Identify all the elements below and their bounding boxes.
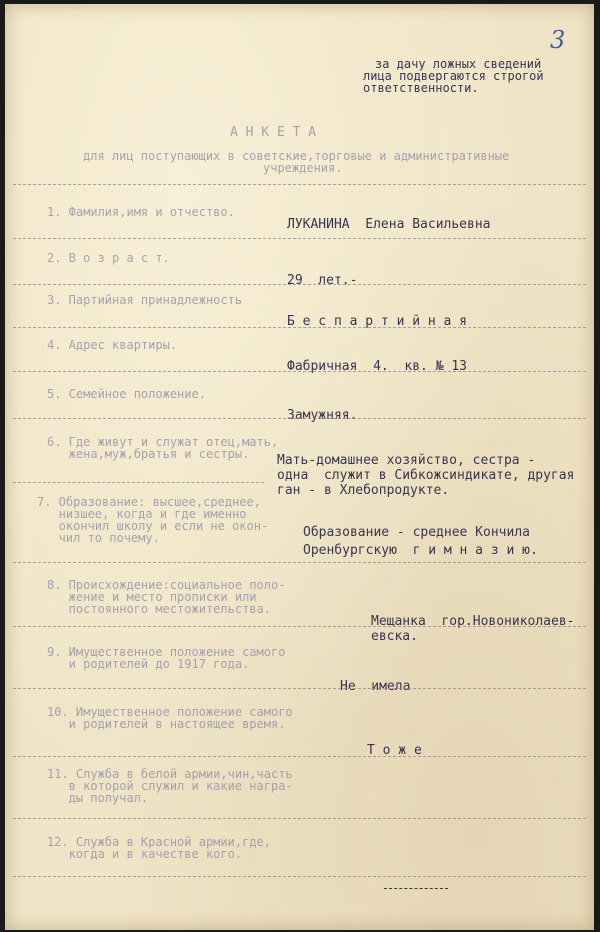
answer-1: ЛУКАНИНА Елена Васильевна [287, 217, 491, 232]
answer-3: Б е с п а р т и й н а я [287, 314, 468, 329]
question-10-line-2: и родителей в настоящее время. [47, 717, 286, 731]
question-9-line-2: и родителей до 1917 года. [47, 657, 250, 671]
questionnaire-page [5, 4, 594, 930]
question-3: 3. Партийная принадлежность [47, 293, 243, 307]
rule [13, 818, 586, 819]
rule [13, 184, 586, 185]
answer-6-line-1: Мать-домашнее хозяйство, сестра - [277, 453, 536, 468]
rule [13, 876, 586, 877]
question-8-line-2: жение и место прописки или [47, 590, 257, 604]
warning-line-2: лица подвергаются строгой [363, 69, 544, 83]
question-11-line-2: в которой служил и какие награ- [47, 779, 293, 793]
question-7-line-1: 7. Образование: высшее,среднее, [37, 495, 261, 509]
rule [13, 418, 586, 419]
answer-7-line-1: Образование - среднее Кончила [303, 525, 530, 540]
signature-line [384, 888, 448, 889]
rule [13, 626, 586, 627]
answer-9: Не имела [340, 679, 411, 694]
answer-10: Т о ж е [367, 743, 422, 758]
rule [13, 482, 264, 483]
question-2: 2. В о з р а с т. [47, 251, 170, 265]
rule [13, 688, 586, 689]
answer-6-line-2: одна служит в Сибкожсиндикате, другая [277, 468, 575, 483]
answer-5: Замужняя. [287, 408, 358, 423]
rule [13, 284, 586, 285]
form-subheading-2: учреждения. [263, 161, 343, 175]
rule [13, 756, 586, 757]
question-6-line-2: жена,муж,братья и сестры. [47, 447, 250, 461]
question-6-line-1: 6. Где живут и служат отец,мать, [47, 435, 279, 449]
warning-line-1: за дачу ложных сведений [375, 57, 542, 71]
page-number: 3 [550, 26, 566, 54]
question-7-line-3: окончил школу и если не окон- [37, 519, 269, 533]
form-heading: А Н К Е Т А [230, 125, 317, 140]
question-5: 5. Семейное положение. [47, 387, 206, 401]
question-9-line-1: 9. Имущественное положение самого [47, 645, 286, 659]
answer-7-line-2: Оренбургскую г и м н а з и ю. [303, 543, 538, 558]
rule [13, 327, 586, 328]
question-7-line-4: чил то почему. [37, 531, 160, 545]
question-8-line-3: постоянного местожительства. [47, 602, 271, 616]
question-12-line-1: 12. Служба в Красной армии,где, [47, 835, 271, 849]
form-subheading-1: для лиц поступающих в советские,торговые и административные [83, 149, 510, 163]
answer-6-line-3: ган - в Хлебопродукте. [277, 483, 450, 498]
answer-8-line-2: евска. [371, 629, 418, 644]
question-7-line-2: низшее, когда и где именно [37, 507, 247, 521]
question-12-line-2: когда и в качестве кого. [47, 847, 243, 861]
question-4: 4. Адрес квартиры. [47, 338, 178, 352]
answer-8-line-1: Мещанка гор.Новониколаев- [371, 614, 575, 629]
question-11-line-3: ды получал. [47, 791, 149, 805]
question-1: 1. Фамилия,имя и отчество. [47, 205, 235, 219]
question-8-line-1: 8. Происхождение:социальное поло- [47, 578, 286, 592]
question-10-line-1: 10. Имущественное положение самого [47, 705, 293, 719]
warning-line-3: ответственности. [363, 81, 479, 95]
question-11-line-1: 11. Служба в белой армии,чин,часть [47, 767, 293, 781]
answer-4: Фабричная 4. кв. № 13 [287, 359, 468, 374]
rule [13, 238, 586, 239]
rule [13, 371, 586, 372]
rule [13, 562, 586, 563]
answer-2: 29 лет.- [287, 273, 358, 288]
